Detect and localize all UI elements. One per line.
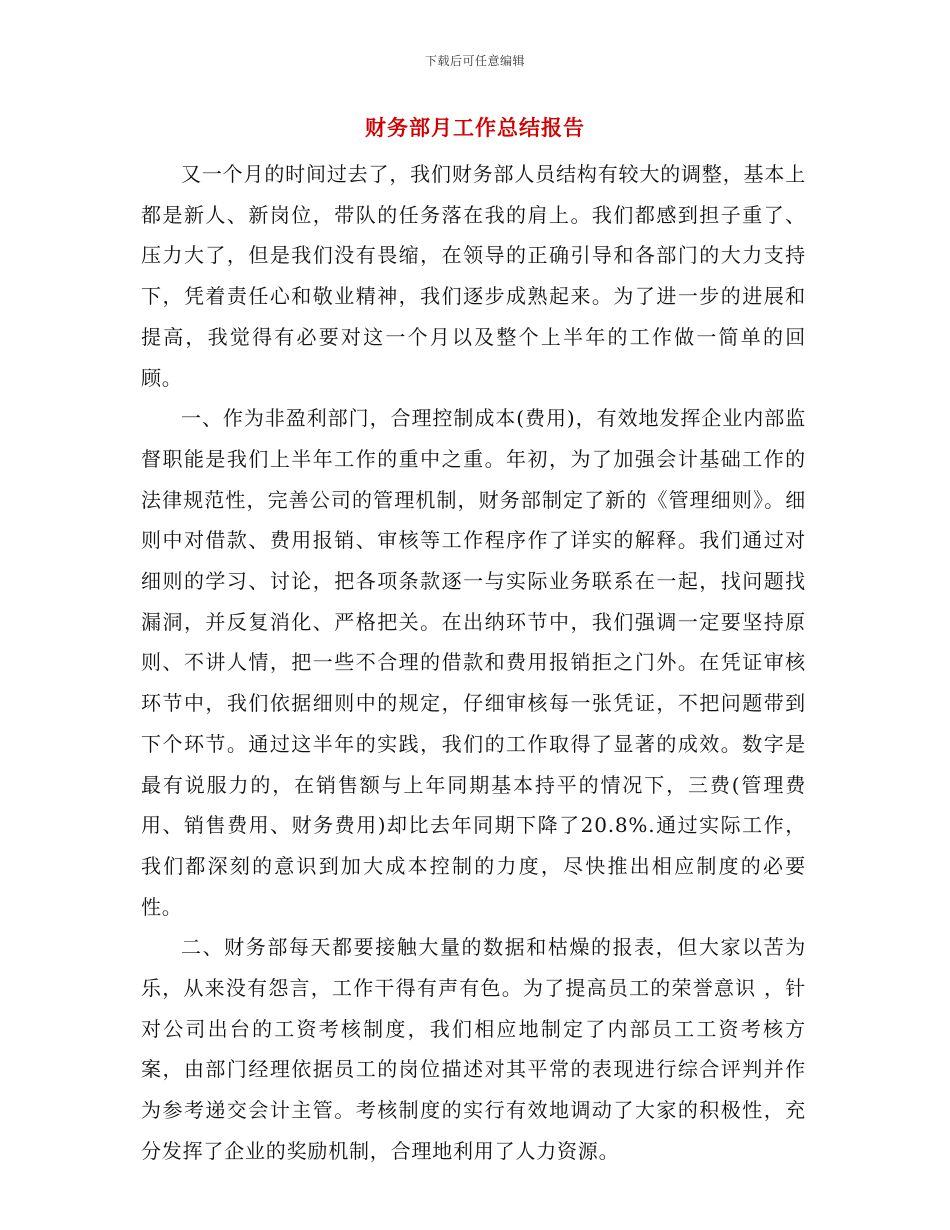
document-title: 财务部月工作总结报告 — [365, 115, 585, 140]
document-body — [141, 154, 806, 1172]
page-header-note: 下载后可任意编辑 — [424, 54, 525, 68]
paragraph-section-two: 二、财务部每天都要接触大量的数据和枯燥的报表，但大家以苦为乐，从来没有怨言，工作干得有声有色。为了提高员工的荣誉意识 ，针对公司出台的工资考核制度，我们相应地制定了内部员工工资考核方案，由部门经理依据员工的岗位描述对其平常的表现进行综合评判并作为参考递交会计主管。考核制度的实行有效地调动了大家的积极性，充分发挥了企业的奖励机制，合理地利用了人力资源。 — [141, 935, 806, 1163]
paragraph-intro: 又一个月的时间过去了，我们财务部人员结构有较大的调整，基本上都是新人、新岗位，带队的任务落在我的肩上。我们都感到担子重了、压力大了，但是我们没有畏缩，在领导的正确引导和各部门的大力支持下，凭着责任心和敬业精神，我们逐步成熟起来。为了进一步的进展和提高，我觉得有必要对这一个月以及整个上半年的工作做一简单的回顾。 — [141, 162, 806, 390]
paragraph-section-one: 一、作为非盈利部门，合理控制成本(费用)，有效地发挥企业内部监督职能是我们上半年工作的重中之重。年初，为了加强会计基础工作的法律规范性，完善公司的管理机制，财务部制定了新的《管理细则》。细则中对借款、费用报销、审核等工作程序作了详实的解释。我们通过对细则的学习、讨论，把各项条款逐一与实际业务联系在一起，找问题找漏洞，并反复消化、严格把关。在出纳环节中，我们强调一定要坚持原则、不讲人情，把一些不合理的借款和费用报销拒之门外。在凭证审核环节中，我们依据细则中的规定，仔细审核每一张凭证，不把问题带到下个环节。通过这半年的实践，我们的工作取得了显著的成效。数字是最有说服力的，在销售额与上年同期基本持平的情况下，三费(管理费用、销售费用、财务费用)却比去年同期下降了20.8%.通过实际工作，我们都深刻的意识到加大成本控制的力度，尽快推出相应制度的必要性。 — [141, 406, 806, 919]
